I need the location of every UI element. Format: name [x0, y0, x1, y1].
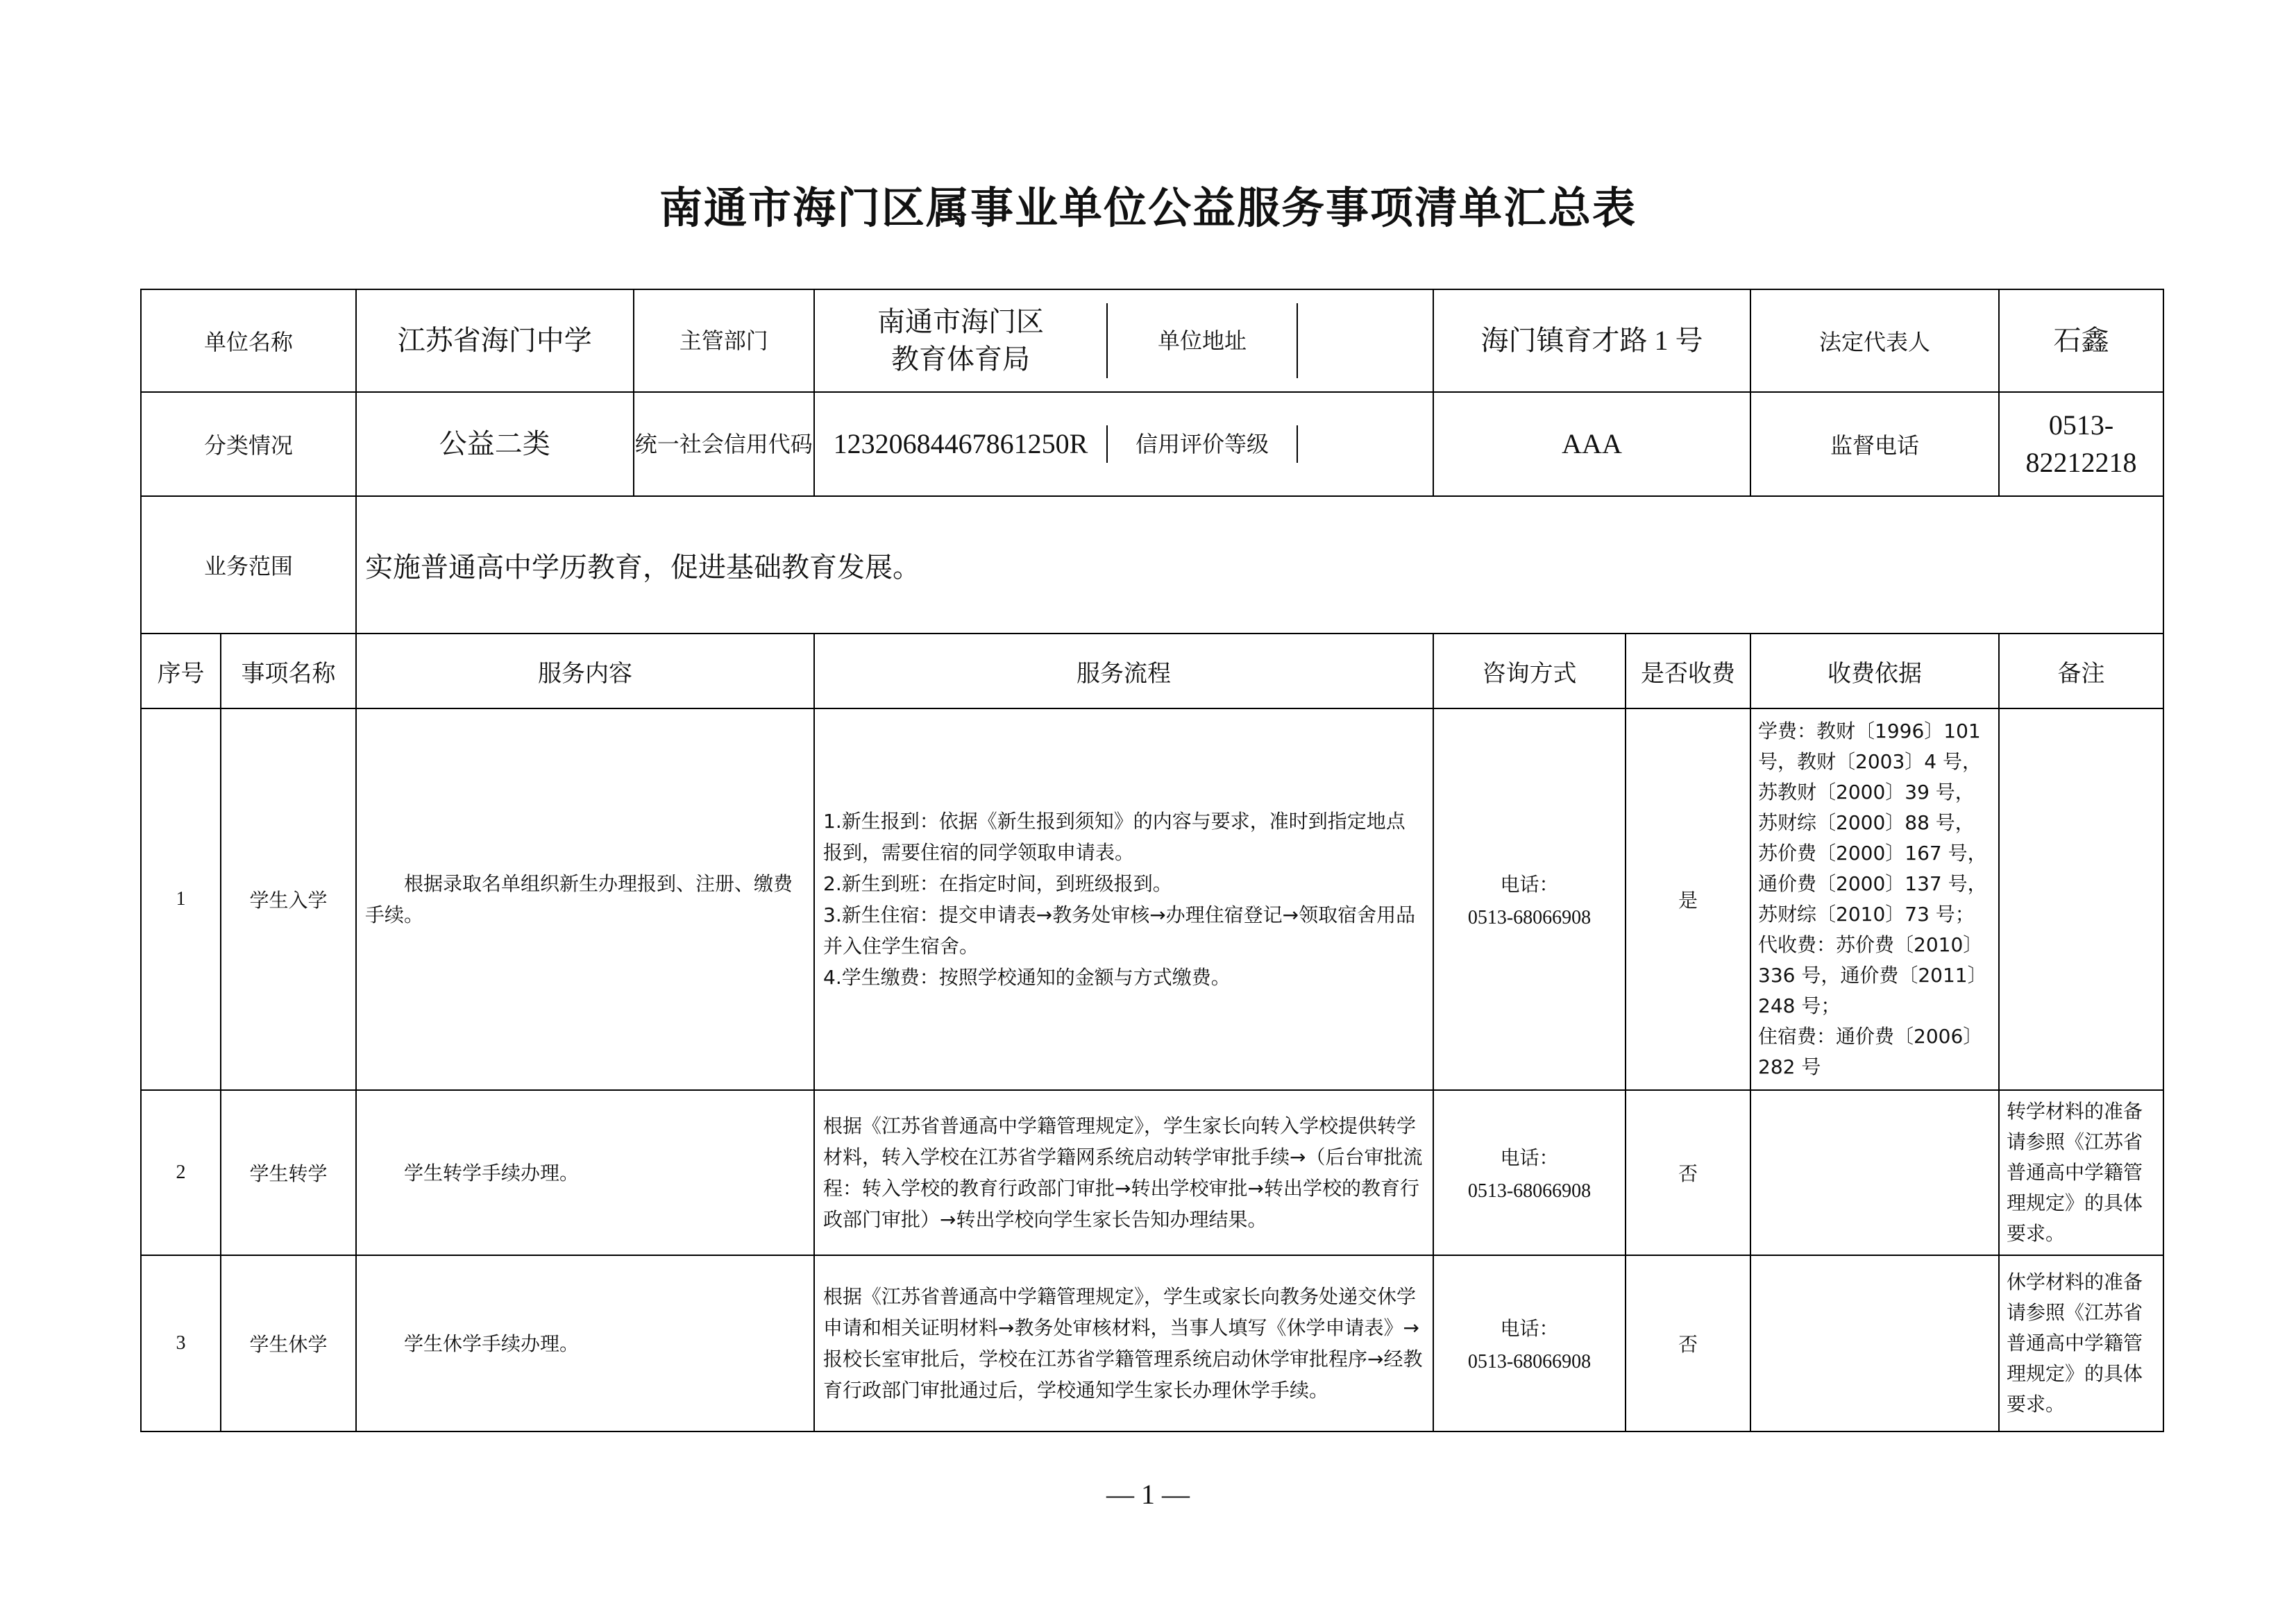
column-header-row — [141, 634, 2163, 708]
item-name: 学生休学 — [221, 1255, 356, 1431]
item-name: 学生转学 — [221, 1090, 356, 1255]
contact-phone: 0513-68066908 — [1467, 907, 1592, 928]
table-row — [141, 1090, 2163, 1255]
col-header-remark: 备注 — [1999, 634, 2163, 708]
rating-label: 信用评价等级 — [1106, 425, 1297, 463]
rating-value: AAA — [1433, 392, 1750, 496]
col-header-name: 事项名称 — [221, 634, 356, 708]
contact-label: 电话： — [1500, 1317, 1559, 1340]
info-row-1 — [141, 289, 2163, 392]
fee-basis — [1750, 708, 1999, 1090]
process-step: 4.学生缴费：按照学校通知的金额与方式缴费。 — [823, 966, 1231, 989]
col-header-process: 服务流程 — [814, 634, 1433, 708]
fee-basis — [1750, 1255, 1999, 1431]
contact — [1433, 1255, 1626, 1431]
table-row — [141, 708, 2163, 1090]
service-content: 根据录取名单组织新生办理报到、注册、缴费手续。 — [356, 708, 814, 1090]
item-name: 学生入学 — [221, 708, 356, 1090]
service-content: 学生休学手续办理。 — [356, 1255, 814, 1431]
phone-value: 0513-82212218 — [1999, 392, 2163, 496]
info-row-2 — [141, 392, 2163, 496]
remark: 休学材料的准备请参照《江苏省普通高中学籍管理规定》的具体要求。 — [1999, 1255, 2163, 1431]
process-step: 3.新生住宿：提交申请表→教务处审核→办理住宿登记→领取宿舍用品并入住学生宿舍。 — [823, 903, 1416, 958]
contact-label: 电话： — [1500, 1146, 1559, 1169]
row-number: 3 — [141, 1255, 221, 1431]
dept-line-1: 南通市海门区 — [877, 306, 1045, 338]
dept-value — [815, 303, 1106, 378]
fee-basis-item: 代收费：苏价费〔2010〕336 号，通价费〔2011〕248 号； — [1758, 933, 1987, 1017]
unit-name-label: 单位名称 — [141, 289, 356, 392]
charged: 是 — [1626, 708, 1750, 1090]
fee-basis-item: 学费：教财〔1996〕101号，教财〔2003〕4 号，苏教财〔2000〕39 号，苏财综〔2000〕88 号，苏价费〔2000〕167 号，通价费〔2000〕137 号，苏财综〔2010〕73 号； — [1758, 720, 1987, 926]
fee-basis-item: 住宿费：通价费〔2006〕282 号 — [1758, 1025, 1983, 1078]
dept-label: 主管部门 — [633, 290, 813, 391]
service-process — [814, 708, 1433, 1090]
process-step: 1.新生报到：依据《新生报到须知》的内容与要求，准时到指定地点报到，需要住宿的同学领取申请表。 — [823, 810, 1406, 864]
service-process — [814, 1255, 1433, 1431]
col-header-contact: 咨询方式 — [1433, 634, 1626, 708]
contact — [1433, 1090, 1626, 1255]
contact — [1433, 708, 1626, 1090]
col-header-no: 序号 — [141, 634, 221, 708]
process-step: 根据《江苏省普通高中学籍管理规定》，学生或家长向教务处递交休学申请和相关证明材料→教务处审核材料，当事人填写《休学申请表》→报校长室审批后，学校在江苏省学籍管理系统启动休学审批程序→经教育行政部门审批通过后，学校通知学生家长办理休学手续。 — [823, 1285, 1423, 1402]
scope-row — [141, 496, 2163, 634]
row-number: 1 — [141, 708, 221, 1090]
service-content: 学生转学手续办理。 — [356, 1090, 814, 1255]
phone-label: 监督电话 — [1750, 392, 1999, 496]
remark — [1999, 708, 2163, 1090]
category-value: 公益二类 — [439, 428, 550, 460]
row-number: 2 — [141, 1090, 221, 1255]
unit-name: 江苏省海门中学 — [397, 325, 592, 357]
table-row — [141, 1255, 2163, 1431]
services-table — [140, 289, 2164, 1432]
page-title: 南通市海门区属事业单位公益服务事项清单汇总表 — [659, 182, 1637, 233]
page-number: — 1 — — [1106, 1479, 1190, 1510]
col-header-content: 服务内容 — [356, 634, 814, 708]
rep-label: 法定代表人 — [1750, 289, 1999, 392]
scope-value: 实施普通高中学历教育，促进基础教育发展。 — [356, 496, 2163, 634]
col-header-charged: 是否收费 — [1626, 634, 1750, 708]
process-step: 根据《江苏省普通高中学籍管理规定》，学生家长向转入学校提供转学材料，转入学校在江苏省学籍网系统启动转学审批手续→（后台审批流程：转入学校的教育行政部门审批→转出学校审批→转出学校的教育行政部门审批）→转出学校向学生家长告知办理结果。 — [823, 1114, 1423, 1231]
rep-value: 石鑫 — [1999, 289, 2163, 392]
contact-label: 电话： — [1500, 873, 1559, 896]
service-process — [814, 1090, 1433, 1255]
dept-line-2: 教育体育局 — [891, 343, 1031, 375]
contact-phone: 0513-68066908 — [1467, 1351, 1592, 1373]
fee-basis — [1750, 1090, 1999, 1255]
contact-phone: 0513-68066908 — [1467, 1180, 1592, 1202]
credit-code-label: 统一社会信用代码 — [633, 393, 813, 495]
charged: 否 — [1626, 1255, 1750, 1431]
address-label: 单位地址 — [1106, 303, 1297, 378]
scope-label: 业务范围 — [141, 496, 356, 634]
charged: 否 — [1626, 1090, 1750, 1255]
col-header-fee-basis: 收费依据 — [1750, 634, 1999, 708]
process-step: 2.新生到班：在指定时间，到班级报到。 — [823, 872, 1172, 895]
address-value: 海门镇育才路 1 号 — [1433, 289, 1750, 392]
category-label: 分类情况 — [141, 392, 356, 496]
credit-code-value: 12320684467861250R — [833, 428, 1088, 459]
remark: 转学材料的准备请参照《江苏省普通高中学籍管理规定》的具体要求。 — [1999, 1090, 2163, 1255]
